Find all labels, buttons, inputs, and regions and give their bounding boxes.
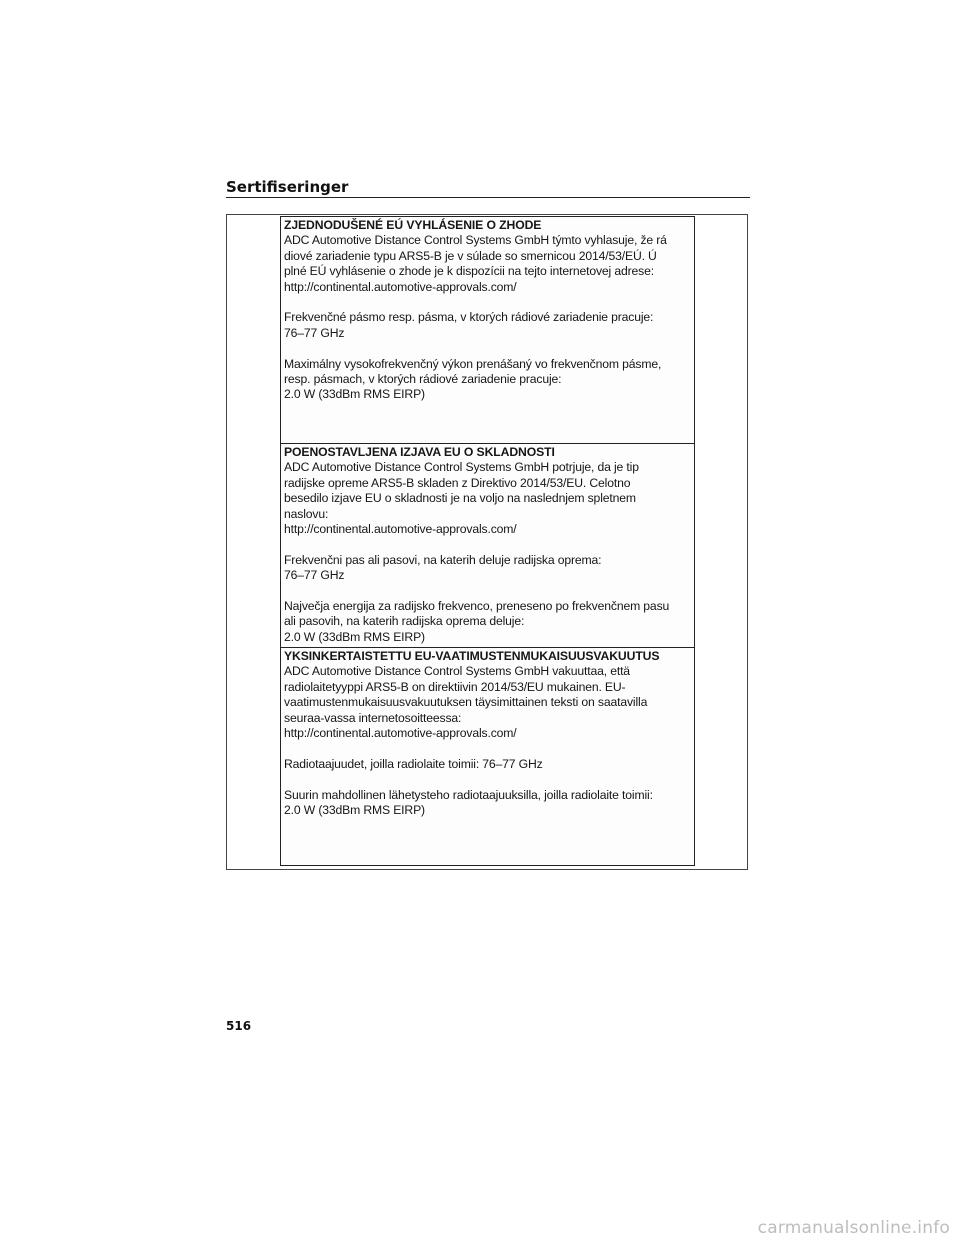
- section-line: 2.0 W (33dBm RMS EIRP): [284, 803, 425, 818]
- section-title: ZJEDNODUŠENÉ EÚ VYHLÁSENIE O ZHODE: [284, 218, 542, 232]
- blank-line: [284, 741, 691, 756]
- section-line: Največja energija za radijsko frekvenco, preneseno po frekvenčnem pasu: [284, 599, 670, 614]
- declaration-scan: [280, 216, 695, 866]
- section-line: Suurin mahdollinen lähetysteho radiotaajuuksilla, joilla radiolaite toimii:: [284, 787, 653, 802]
- blank-line: [284, 295, 691, 310]
- section-line: ADC Automotive Distance Control Systems GmbH potrjuje, da je tip: [284, 460, 639, 475]
- section-line: 2.0 W (33dBm RMS EIRP): [284, 629, 425, 644]
- section-line: radiolaitetyyppi ARS5-B on direktiivin 2014/53/EU mukainen. EU-: [284, 679, 626, 694]
- section-line: vaatimustenmukaisuusvakuutuksen täysimittainen teksti on saatavilla: [284, 695, 648, 710]
- page-number: 516: [226, 1019, 252, 1033]
- header-divider: [226, 197, 750, 198]
- section-line: Frekvenčné pásmo resp. pásma, v ktorých rádiové zariadenie pracuje:: [284, 310, 654, 325]
- watermark-text: carmanualsonline.info: [757, 1218, 950, 1238]
- section-line: Maximálny vysokofrekvenčný výkon prenášaný vo frekvenčnom pásme,: [284, 356, 662, 371]
- section-line: radijske opreme ARS5-B skladen z Direktivo 2014/53/EU. Celotno: [284, 475, 631, 490]
- declaration-section-finnish: [281, 647, 694, 818]
- blank-line: [284, 772, 691, 787]
- section-line: http://continental.automotive-approvals.com/: [284, 522, 517, 537]
- section-line: plné EÚ vyhlásenie o zhode je k dispozícii na tejto internetovej adrese:: [284, 264, 654, 279]
- section-line: besedilo izjave EU o skladnosti je na voljo na naslednjem spletnem: [284, 491, 636, 506]
- section-line: Frekvenčni pas ali pasovi, na katerih deluje radijska oprema:: [284, 552, 602, 567]
- section-line: naslovu:: [284, 506, 329, 521]
- section-line: diové zariadenie typu ARS5-B je v súlade so smernicou 2014/53/EÚ. Ú: [284, 248, 657, 263]
- scan-top-rule: [281, 216, 694, 217]
- declaration-section-slovenian: [281, 443, 694, 645]
- section-line: ADC Automotive Distance Control Systems GmbH vakuuttaa, että: [284, 664, 630, 679]
- page-header-title: Sertifiseringer: [226, 178, 349, 196]
- section-line: http://continental.automotive-approvals.com/: [284, 279, 517, 294]
- section-line: 76–77 GHz: [284, 325, 345, 340]
- section-line: 76–77 GHz: [284, 568, 345, 583]
- section-line: ADC Automotive Distance Control Systems GmbH týmto vyhlasuje, že rá: [284, 233, 667, 248]
- section-line: resp. pásmach, v ktorých rádiové zariadenie pracuje:: [284, 372, 562, 387]
- blank-line: [284, 341, 691, 356]
- section-line: http://continental.automotive-approvals.com/: [284, 726, 517, 741]
- blank-line: [284, 537, 691, 552]
- blank-line: [284, 584, 691, 599]
- section-title: POENOSTAVLJENA IZJAVA EU O SKLADNOSTI: [284, 445, 555, 459]
- section-title: YKSINKERTAISTETTU EU-VAATIMUSTENMUKAISUUSVAKUUTUS: [284, 649, 660, 663]
- section-line: seuraa-vassa internetosoitteessa:: [284, 710, 462, 725]
- section-line: ali pasovih, na katerih radijska oprema deluje:: [284, 614, 525, 629]
- declaration-section-slovak: [281, 218, 694, 403]
- section-line: 2.0 W (33dBm RMS EIRP): [284, 387, 425, 402]
- section-line: Radiotaajuudet, joilla radiolaite toimii: 76–77 GHz: [284, 756, 543, 771]
